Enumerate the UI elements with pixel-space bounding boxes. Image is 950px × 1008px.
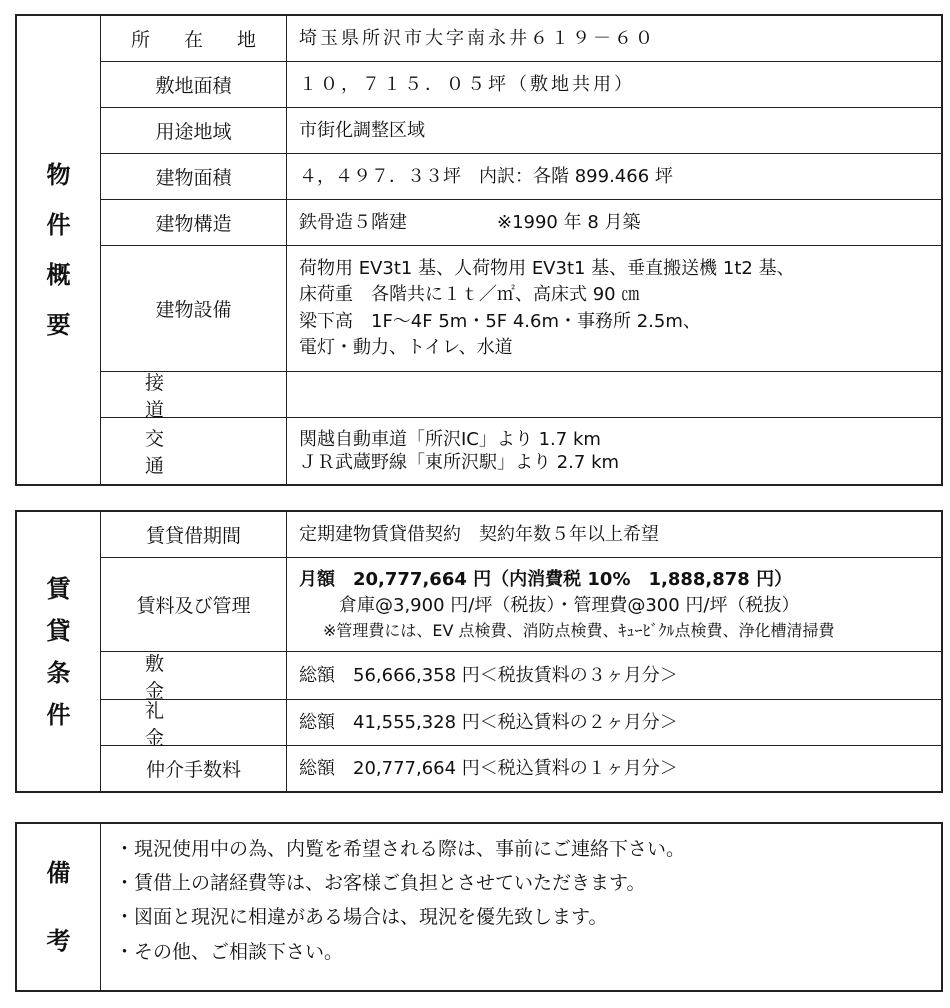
side-char: 貸 [46,616,71,645]
row-value-facilities [287,246,941,371]
table-row [101,652,941,700]
table-row [101,154,941,200]
value-line: 総額 56,666,358 円＜税抜賃料の３ヶ月分＞ [299,664,678,686]
side-char: 概 [46,261,71,289]
row-value-building-area [287,154,941,199]
row-label-brokerage-fee: 仲介手数料 [101,746,287,791]
value-line: 総額 20,777,664 円＜税込賃料の１ヶ月分＞ [299,757,678,779]
table-row [101,418,941,484]
value-line: 鉄骨造５階建 ※1990 年 8 月築 [299,211,641,233]
table-row [101,62,941,108]
row-value-key-money [287,700,941,745]
value-line: ４，４９７．３３坪 内訳：各階 899.466 坪 [299,165,673,187]
row-label-site-area: 敷地面積 [101,62,287,107]
list-item: ・図面と現況に相違がある場合は、現況を優先致します。 [115,906,608,929]
row-value-brokerage-fee [287,746,941,791]
side-char: 備 [46,859,71,887]
lease-terms-side-label [17,512,101,791]
value-line: 総額 41,555,328 円＜税込賃料の２ヶ月分＞ [299,711,678,733]
side-char: 要 [46,311,71,339]
property-overview-table [15,14,943,486]
table-row [101,512,941,558]
table-row [101,746,941,791]
value-line: １０，７１５．０５坪（敷地共用） [299,73,635,95]
table-row [101,699,941,749]
value-line: ＪＲ武蔵野線「東所沢駅」より 2.7 km [299,452,620,473]
value-line: ※管理費には、EV 点検費、消防点検費、ｷｭｰﾋﾞｸﾙ点検費、浄化槽清掃費 [323,621,835,640]
row-label-deposit: 敷 金 [101,652,287,699]
remarks-side-label [17,824,101,990]
row-value-location [287,16,941,61]
row-value-road-access [287,372,941,417]
row-label-lease-period: 賃貸借期間 [101,512,287,557]
value-line: 月額 20,777,664 円（内消費税 10% 1,888,878 円） [299,568,793,590]
remarks-table [15,822,943,992]
table-row [101,108,941,154]
value-line: 倉庫@3,900 円/坪（税抜）・管理費@300 円/坪（税抜） [339,594,800,616]
row-value-site-area [287,62,941,107]
table-row [101,371,941,421]
list-item: ・賃借上の諸経費等は、お客様ご負担とさせていただきます。 [115,872,646,895]
row-value-deposit [287,652,941,699]
row-label-key-money: 礼 金 [101,700,287,745]
row-label-transport: 交 通 [101,418,287,484]
row-label-zoning: 用途地域 [101,108,287,153]
row-value-rent-management [287,558,941,651]
row-label-facilities: 建物設備 [101,246,287,371]
row-label-location: 所 在 地 [101,16,287,61]
row-label-building-area: 建物面積 [101,154,287,199]
lease-terms-table [15,510,943,793]
property-overview-side-label [17,16,101,484]
row-value-transport [287,418,941,484]
row-value-lease-period [287,512,941,557]
value-line: 埼玉県所沢市大字南永井６１９－６０ [299,27,656,49]
value-line: 市街化調整区域 [299,119,425,141]
remarks-list [101,824,941,990]
row-value-structure [287,200,941,245]
side-char: 賃 [46,574,71,603]
value-line: 荷物用 EV3t1 基、人荷物用 EV3t1 基、垂直搬送機 1t2 基、 [299,258,795,280]
side-char: 件 [46,700,71,729]
row-label-structure: 建物構造 [101,200,287,245]
table-row [101,200,941,246]
row-label-road-access: 接 道 [101,372,287,417]
side-char: 件 [46,211,71,239]
side-char: 物 [46,161,71,189]
table-row [101,246,941,372]
side-char: 考 [46,927,71,955]
row-label-rent-management: 賃料及び管理 [101,558,287,651]
value-line: 関越自動車道「所沢IC」より 1.7 km [299,428,601,450]
list-item: ・現況使用中の為、内覧を希望される際は、事前にご連絡下さい。 [115,838,686,860]
value-line: 梁下高 1F～4F 5m・5F 4.6m・事務所 2.5m、 [299,310,701,332]
row-value-zoning [287,108,941,153]
table-row [101,558,941,652]
side-char: 条 [46,658,71,687]
value-line: 電灯・動力、トイレ、水道 [299,336,513,358]
table-row [101,16,941,62]
list-item: ・その他、ご相談下さい。 [115,940,344,963]
value-line: 定期建物賃貸借契約 契約年数５年以上希望 [299,523,659,545]
value-line: 床荷重 各階共に１ｔ／㎡、高床式 90 ㎝ [299,284,640,306]
